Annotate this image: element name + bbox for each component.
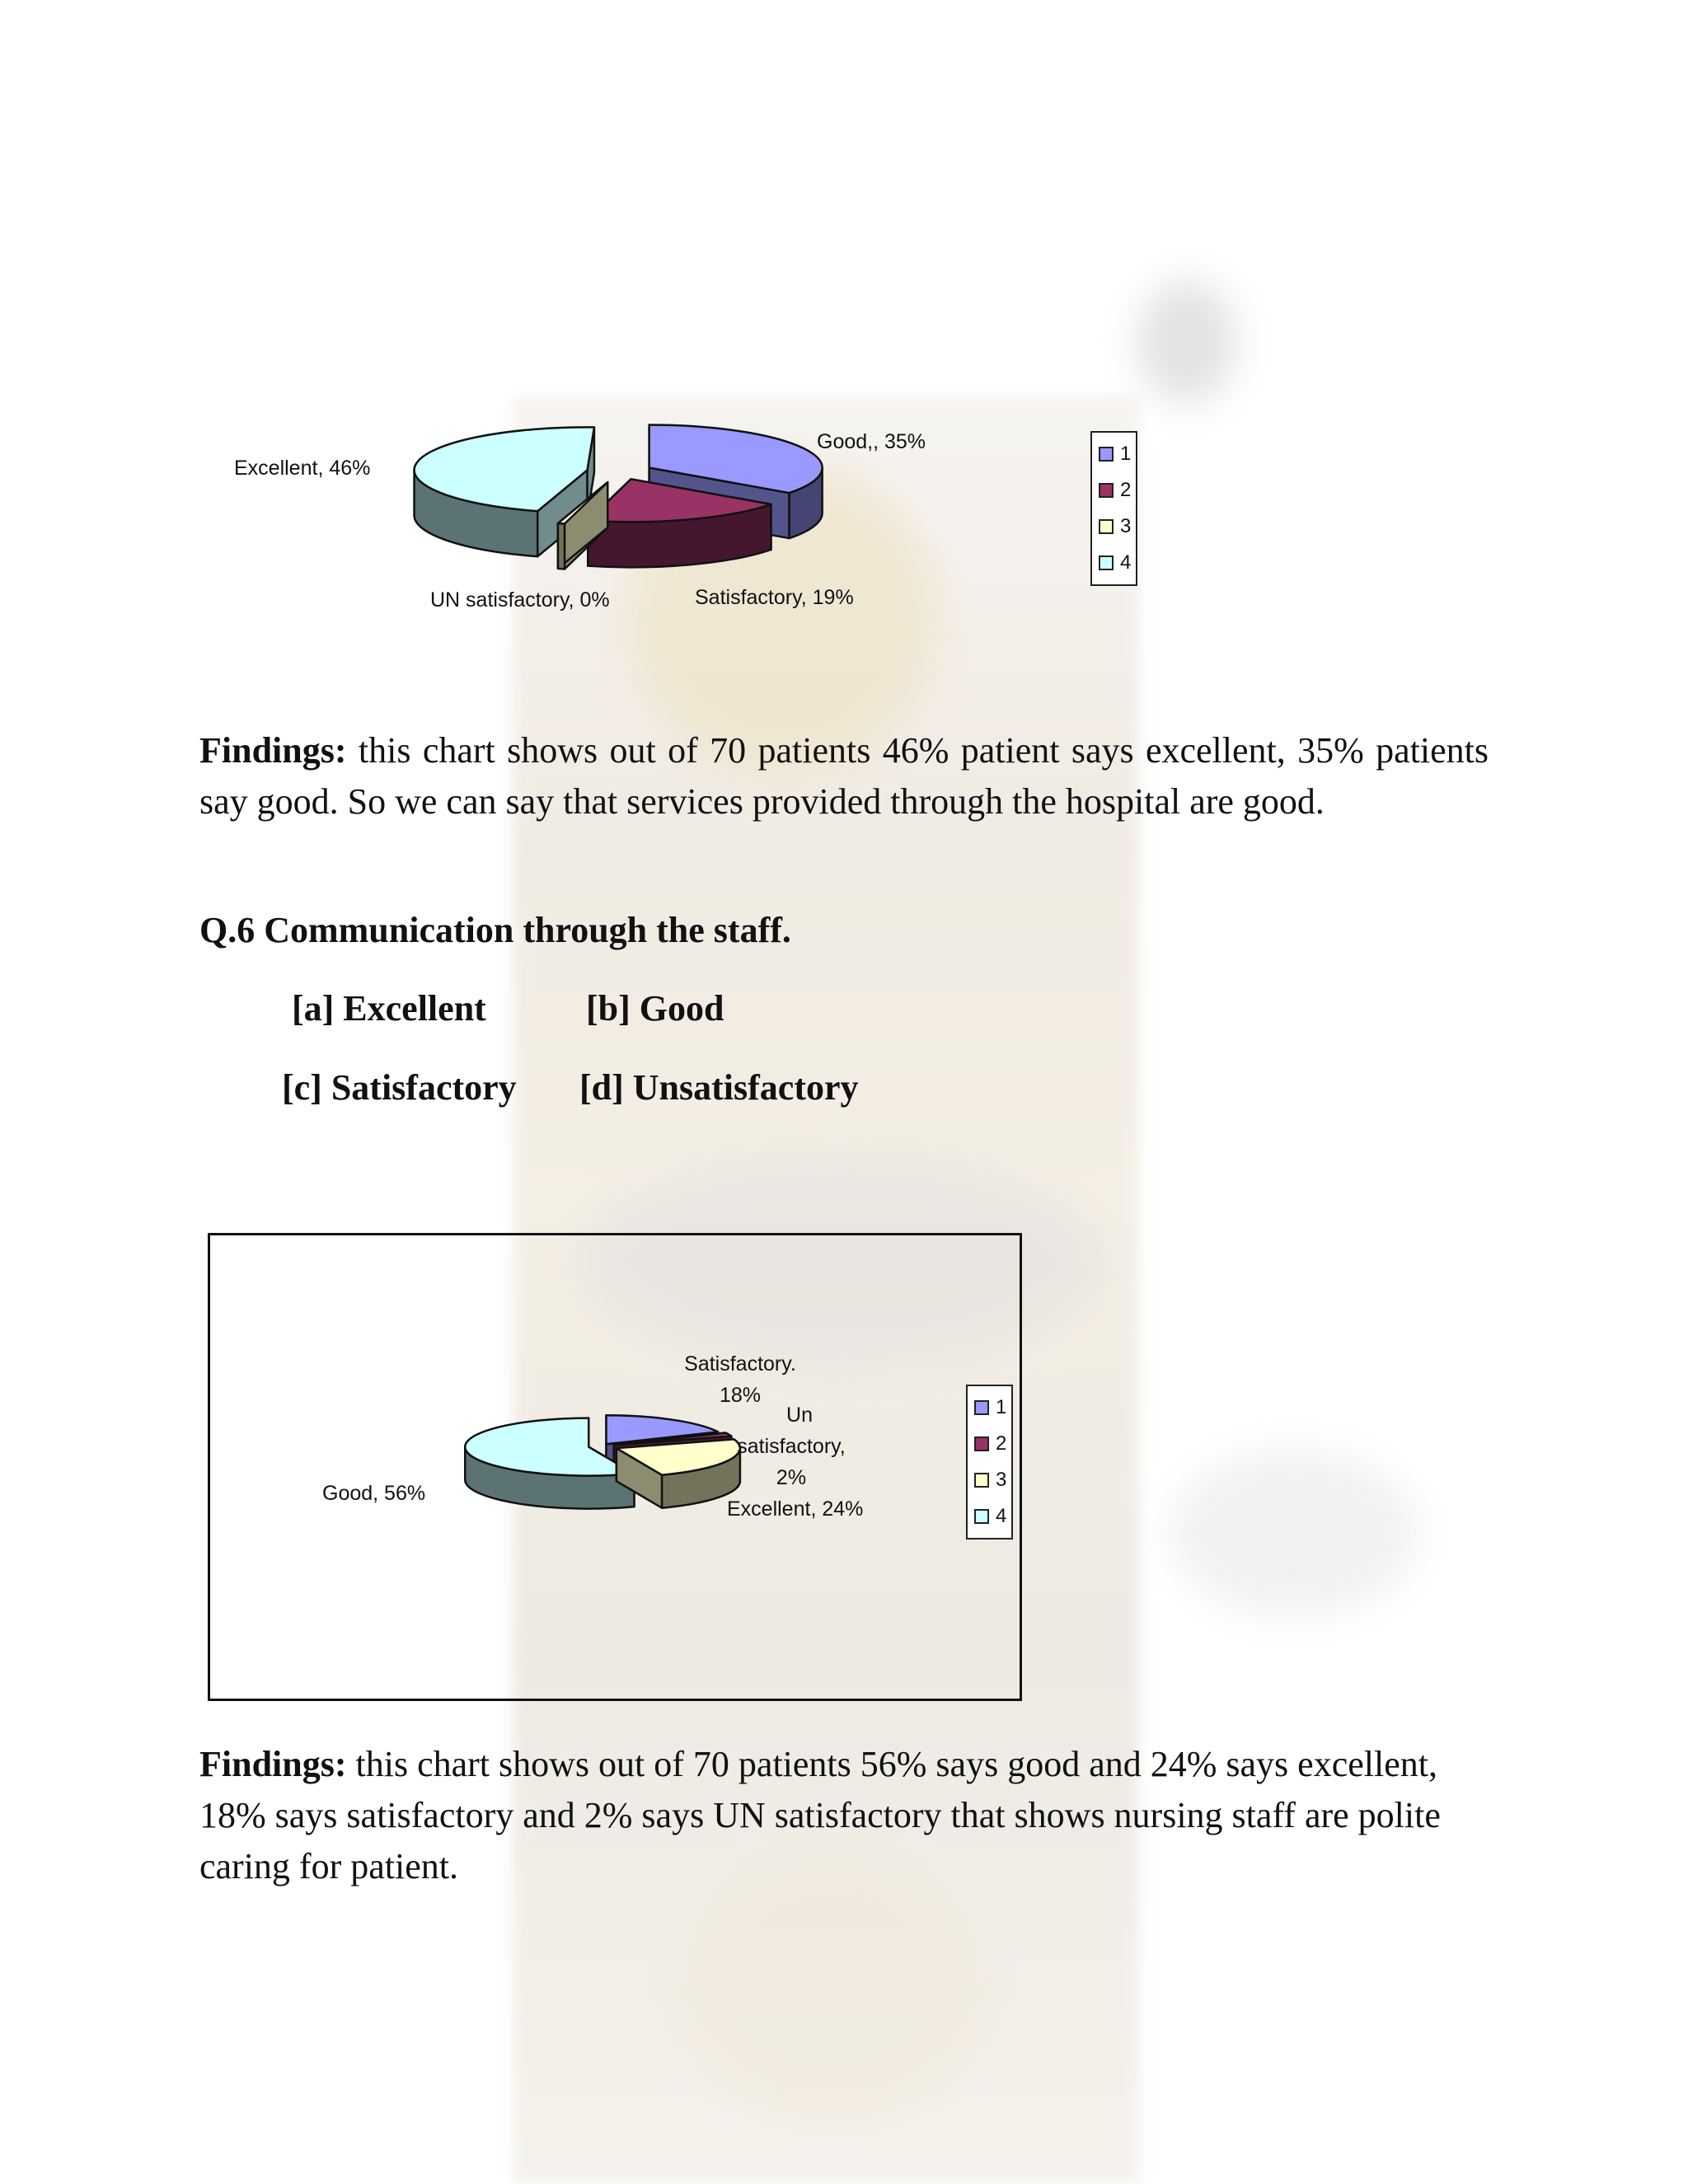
legend-swatch <box>974 1473 989 1488</box>
legend-label: 3 <box>996 1469 1007 1491</box>
legend-swatch <box>974 1509 989 1524</box>
legend-swatch <box>974 1436 989 1451</box>
legend-item <box>974 1426 1006 1462</box>
legend-label: 3 <box>1120 515 1132 537</box>
findings-text: this chart shows out of 70 patients 46% patient says excellent, 35% patients say good. So we can say that services provided through the hospital are good. <box>199 730 1489 822</box>
legend-item <box>974 1390 1006 1426</box>
pie2-label-unsatisfactory-line2: satisfactory, <box>737 1435 846 1458</box>
pie1-label-excellent: Excellent, 46% <box>234 457 371 480</box>
findings-label: Findings: <box>199 1744 347 1784</box>
option-c: [c] Satisfactory <box>282 1067 517 1108</box>
pie2-label-unsatisfactory-line1: Un <box>786 1404 813 1427</box>
pie2-label-excellent: Excellent, 24% <box>727 1497 864 1521</box>
legend-item <box>974 1498 1006 1535</box>
legend-label: 2 <box>1120 479 1132 501</box>
pie2-label-good: Good, 56% <box>322 1482 426 1505</box>
option-a: [a] Excellent <box>292 988 486 1029</box>
pie2-legend <box>966 1385 1013 1540</box>
findings-text: this chart shows out of 70 patients 56% says good and 24% says excellent, 18% says satisfactory and 2% says UN satisfactory that shows nursing staff are polite caring for patient. <box>199 1744 1441 1886</box>
pie2-label-satisfactory-line1: Satisfactory. <box>684 1352 796 1376</box>
pie2-label-satisfactory-line2: 18% <box>719 1384 762 1407</box>
pie1-label-good: Good,, 35% <box>817 430 926 453</box>
legend-swatch <box>974 1400 989 1415</box>
option-b: [b] Good <box>586 988 724 1029</box>
legend-label: 2 <box>996 1432 1007 1455</box>
legend-label: 4 <box>996 1505 1007 1527</box>
question-title: Q.6 Communication through the staff. <box>199 910 791 950</box>
pie1-label-satisfactory: Satisfactory, 19% <box>695 586 854 609</box>
legend-item <box>974 1462 1006 1498</box>
legend-label: 4 <box>1120 551 1132 574</box>
pie2-label-unsatisfactory-line3: 2% <box>776 1466 807 1489</box>
findings-paragraph-2 <box>199 1739 1489 1892</box>
option-d: [d] Unsatisfactory <box>579 1067 859 1108</box>
pie1-label-unsatisfactory: UN satisfactory, 0% <box>430 588 610 612</box>
legend-label: 1 <box>1120 443 1132 465</box>
findings-label: Findings: <box>199 730 347 771</box>
legend-label: 1 <box>996 1396 1007 1418</box>
